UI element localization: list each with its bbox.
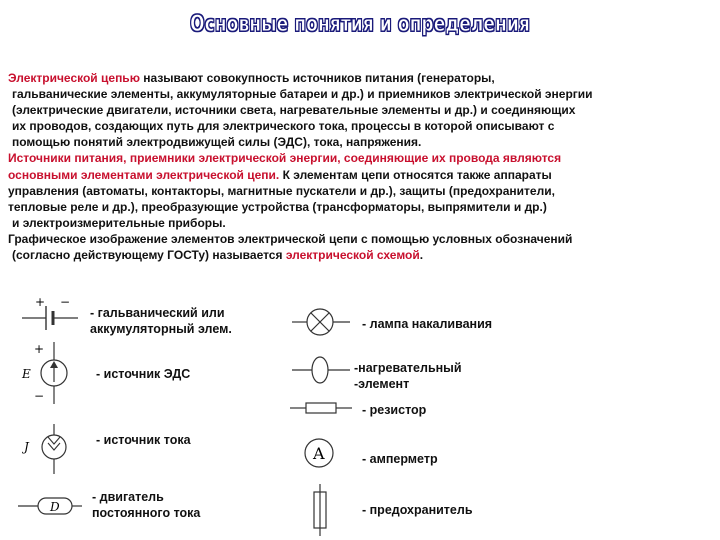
dc-motor-symbol xyxy=(18,492,82,522)
emf-source-symbol xyxy=(18,342,78,404)
paragraph-1-line-4: их проводов, создающих путь для электрического тока, процессы в которой описывают с xyxy=(12,119,555,134)
svg-text:+: + xyxy=(34,342,45,356)
resistor-label: - резистор xyxy=(362,403,427,417)
ammeter-letter: A xyxy=(313,444,325,463)
ammeter-label: - амперметр xyxy=(362,452,438,466)
motor-letter: D xyxy=(50,500,60,514)
paragraph-1-line-5: помощью понятий электродвижущей силы (ЭДС), тока, напряжения. xyxy=(12,135,422,150)
current-source-letter: J xyxy=(24,440,29,454)
dc-motor-label: - двигатель постоянного тока xyxy=(92,490,201,520)
battery-minus: − xyxy=(60,296,71,309)
emf-label: - источник ЭДС xyxy=(96,367,191,381)
lamp-label: - лампа накаливания xyxy=(362,317,493,331)
paragraph-1-line-3: (электрические двигатели, источники света, нагревательные элементы и др.) и соединяющих xyxy=(12,103,576,118)
emf-letter: E xyxy=(22,367,31,381)
ammeter-symbol xyxy=(302,436,338,470)
paragraph-2-line-2: основными элементами электрической цепи. К элементам цепи относятся также аппараты xyxy=(8,167,552,182)
battery-label: - гальванический или аккумуляторный элем. xyxy=(90,306,232,336)
paragraph-2-line-3: управления (автоматы, контакторы, магнитные пускатели и др.), защиты (предохранители, xyxy=(8,183,555,198)
paragraph-2-line-1: Источники питания, приемники электрической энергии, соединяющие их провода являются xyxy=(8,151,562,166)
resistor-symbol xyxy=(290,398,354,418)
current-source-label: - источник тока xyxy=(96,433,191,447)
heater-symbol xyxy=(292,354,352,386)
svg-text:−: − xyxy=(34,389,45,403)
paragraph-3-line-1: Графическое изображение элементов электрической цепи с помощью условных обозначений xyxy=(8,231,573,246)
lamp-symbol xyxy=(292,306,352,338)
heater-label: -нагревательный -элемент xyxy=(354,361,462,391)
paragraph-1-line-1: Электрической цепью называют совокупность источников питания (генераторы, xyxy=(8,71,495,85)
definitions-text xyxy=(8,70,714,263)
paragraph-2-line-5: и электроизмерительные приборы. xyxy=(12,215,226,230)
page-title: Основные понятия и определения xyxy=(190,12,530,37)
fuse-label: - предохранитель xyxy=(362,503,473,517)
term-electric-circuit: Электрической цепью xyxy=(8,71,140,85)
paragraph-3-line-2: (согласно действующему ГОСТу) называется электрической схемой. xyxy=(12,248,424,263)
term-electric-scheme: электрической схемой xyxy=(285,248,420,263)
paragraph-2-line-4: тепловые реле и др.), преобразующие устройства (трансформаторы, выпрямители и др.) xyxy=(8,199,547,214)
fuse-symbol xyxy=(308,484,332,536)
battery-plus: + xyxy=(35,296,46,309)
paragraph-1-line-2: гальванические элементы, аккумуляторные батареи и др.) и приемников электрической энергии xyxy=(12,87,593,102)
battery-symbol xyxy=(22,296,82,338)
current-source-symbol xyxy=(18,424,78,474)
